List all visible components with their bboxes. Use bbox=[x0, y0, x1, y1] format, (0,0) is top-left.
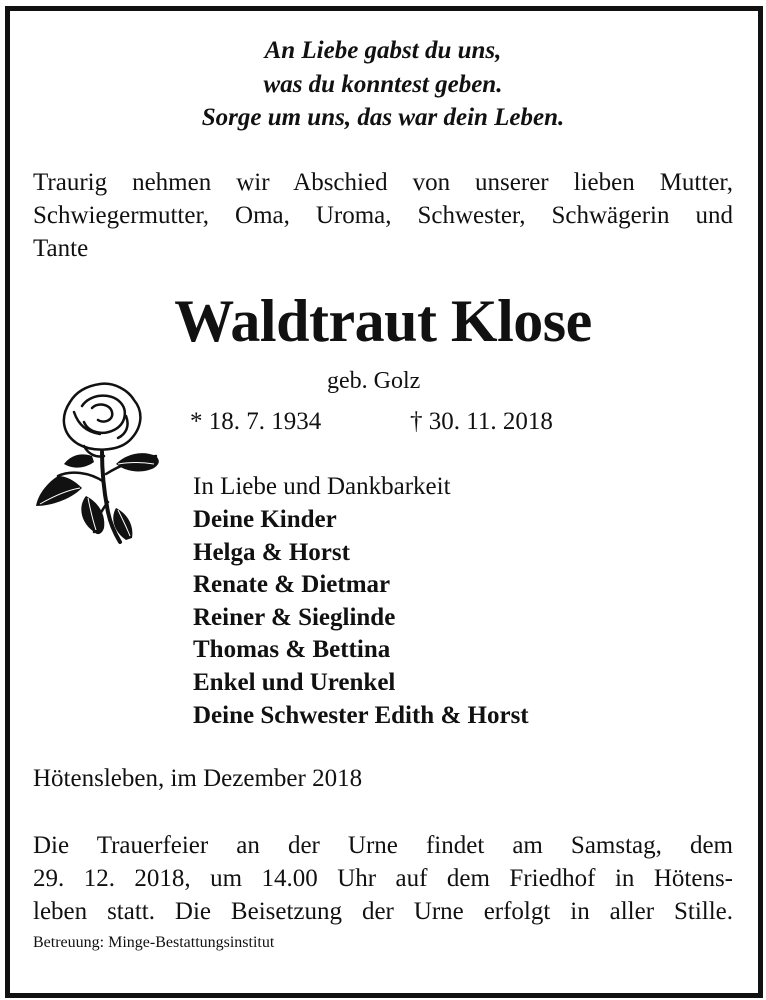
funeral-home-credit: Betreuung: Minge-Bestattungsinstitut bbox=[33, 934, 275, 951]
ceremony-line-3: leben statt. Die Beisetzung der Urne erfolgt in aller Stille. bbox=[33, 898, 733, 925]
intro-line-3: Tante bbox=[33, 235, 89, 262]
intro-line-1: Traurig nehmen wir Abschied von unserer lieben Mutter, bbox=[33, 169, 733, 196]
rose-icon bbox=[30, 372, 180, 552]
mourner-line: Enkel und Urenkel bbox=[193, 669, 396, 696]
birth-date: * 18. 7. 1934 bbox=[190, 408, 322, 435]
mourners-heading: In Liebe und Dankbarkeit bbox=[193, 473, 451, 500]
mourner-line: Deine Kinder bbox=[193, 506, 337, 533]
poem-line-1: An Liebe gabst du uns, bbox=[264, 37, 502, 64]
deceased-name: Waldtraut Klose bbox=[174, 288, 592, 354]
ceremony-line-1: Die Trauerfeier an der Urne findet am Samstag, dem bbox=[33, 832, 733, 859]
mourner-line: Helga & Horst bbox=[193, 539, 350, 566]
intro-line-2: Schwiegermutter, Oma, Uroma, Schwester, Schwägerin und bbox=[33, 202, 733, 229]
mourner-line: Deine Schwester Edith & Horst bbox=[193, 702, 529, 729]
maiden-name: geb. Golz bbox=[327, 368, 421, 394]
death-date: † 30. 11. 2018 bbox=[410, 408, 553, 435]
poem-line-2: was du konntest geben. bbox=[263, 71, 503, 98]
mourner-line: Reiner & Sieglinde bbox=[193, 604, 396, 631]
place-date: Hötensleben, im Dezember 2018 bbox=[33, 765, 363, 792]
mourner-line: Thomas & Bettina bbox=[193, 636, 391, 663]
ceremony-line-2: 29. 12. 2018, um 14.00 Uhr auf dem Friedhof in Hötens- bbox=[33, 865, 733, 892]
mourner-line: Renate & Dietmar bbox=[193, 571, 391, 598]
poem-line-3: Sorge um uns, das war dein Leben. bbox=[201, 104, 565, 131]
